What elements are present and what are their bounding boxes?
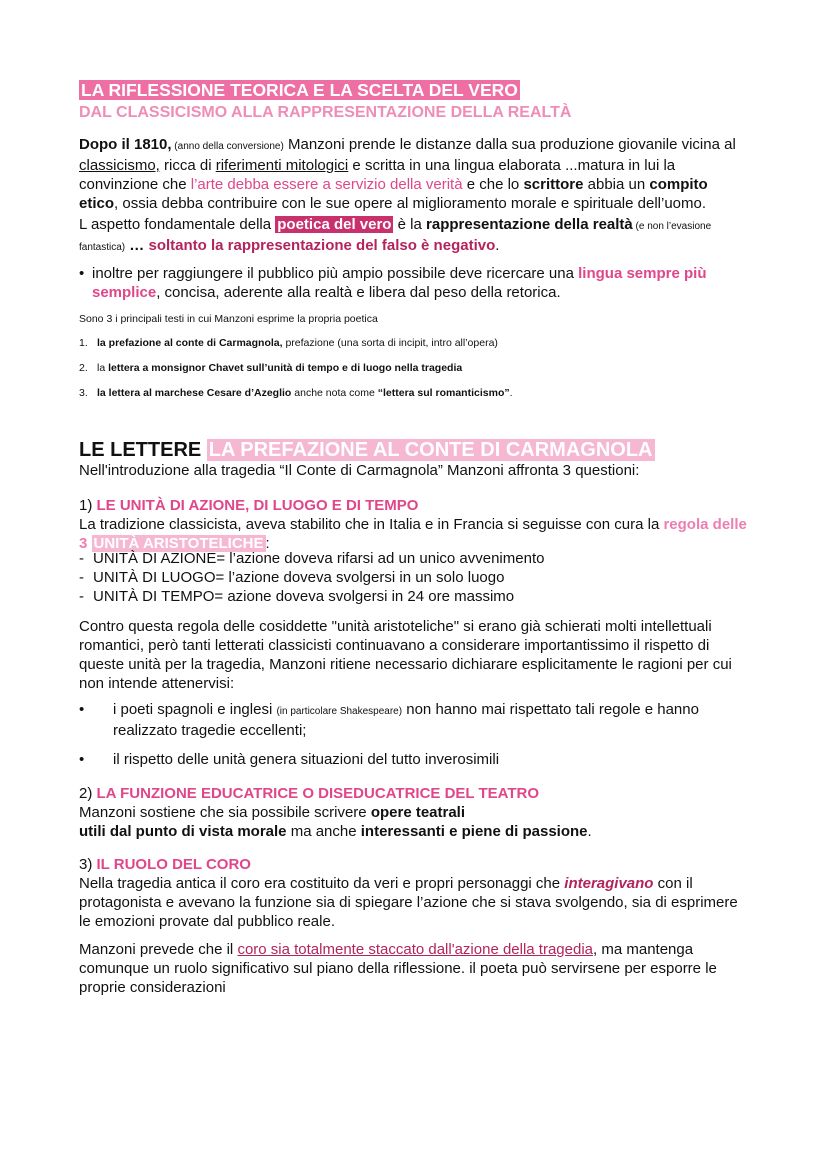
q3-paragraph: Nella tragedia antica il coro era costituito da veri e propri personaggi che interagivano con il protagonista e avevano la funzione sia di spiegare l’azione che si stava svolgendo, sia di esprimere le emozioni provate dal pubblico reale. xyxy=(79,875,738,930)
unity-item: - UNITÀ DI AZIONE= l’azione doveva rifarsi ad un unico avvenimento xyxy=(79,550,545,567)
bullet-lingua: • inoltre per raggiungere il pubblico più ampio possibile deve ricercare una lingua sempre più semplice, concisa, aderente alla realtà e libera dal peso della retorica. xyxy=(79,265,707,301)
q1-paragraph: La tradizione classicista, aveva stabilito che in Italia e in Francia si seguisse con cura la regola delle 3 UNITÀ ARISTOTELICHE : xyxy=(79,516,747,552)
bullet-marker: • xyxy=(79,751,85,768)
reason-1: • i poeti spagnoli e inglesi (in particolare Shakespeare) non hanno mai rispettato tali regole e hanno realizzato tragedie eccellenti; xyxy=(79,701,699,739)
q3-heading: 3) IL RUOLO DEL CORO xyxy=(79,856,251,873)
q1-heading: 1) LE UNITÀ DI AZIONE, DI LUOGO E DI TEMPO xyxy=(79,497,419,514)
q2-heading: 2) LA FUNZIONE EDUCATRICE O DISEDUCATRICE DEL TEATRO xyxy=(79,785,540,802)
q2-paragraph: Manzoni sostiene che sia possibile scrivere opere teatrali utili dal punto di vista morale ma anche interessanti e piene di passione. xyxy=(79,804,592,840)
bullet-marker: • xyxy=(79,701,85,718)
bullet-marker: • xyxy=(79,265,85,282)
text-item-2: 2. la lettera a monsignor Chavet sull’unità di tempo e di luogo nella tragedia xyxy=(79,362,463,374)
q1-contro-paragraph: Contro questa regola delle cosiddette "unità aristoteliche" si erano già schierati molti intellettuali romantici, però tanti letterati classicisti continuavano a considerare importantissimo il rispetto di queste unità per la tragedia, Manzoni ritiene necessario dichiarare esplicitamente le ragioni per cui non intende attenervisi: xyxy=(79,618,732,692)
title-highlight: LA RIFLESSIONE TEORICA E LA SCELTA DEL VERO xyxy=(81,80,518,100)
section-title xyxy=(79,80,520,101)
section-2-title: LE LETTERE LA PREFAZIONE AL CONTE DI CARMAGNOLA xyxy=(79,439,653,461)
poetica-paragraph: L aspetto fondamentale della poetica del vero è la rappresentazione della realtà (e non l’evasione fantastica) … soltanto la rappresentazione del falso è negativo. xyxy=(79,216,712,254)
unity-item: - UNITÀ DI TEMPO= azione doveva svolgersi in 24 ore massimo xyxy=(79,588,515,605)
q1-unity-list xyxy=(79,549,751,606)
intro-paragraph: Dopo il 1810, (anno della conversione) Manzoni prende le distanze dalla sua produzione giovanile vicina al classicismo, ricca di riferimenti mitologici e scritta in una lingua elaborata ...matura in lui la convinzione che l’arte debba essere a servizio della verità e che lo scrittore abbia un compito etico, ossia debba contribuire con le sue opere al miglioramento morale e spirituale dell’uomo. xyxy=(79,136,736,212)
unity-item: - UNITÀ DI LUOGO= l’azione doveva svolgersi in un solo luogo xyxy=(79,569,505,586)
reason-2: • il rispetto delle unità genera situazioni del tutto inverosimili xyxy=(79,751,500,768)
section-2-intro: Nell'introduzione alla tragedia “Il Conte di Carmagnola” Manzoni affronta 3 questioni: xyxy=(79,462,640,479)
text-item-3: 3. la lettera al marchese Cesare d’Azeglio anche nota come “lettera sul romanticismo”. xyxy=(79,387,513,399)
section-subtitle: DAL CLASSICISMO ALLA RAPPRESENTAZIONE DELLA REALTÀ xyxy=(79,104,572,121)
q3-paragraph-2: Manzoni prevede che il coro sia totalmente staccato dall'azione della tragedia, ma mantenga comunque un ruolo significativo sul piano della riflessione. il poeta può servirsene per esporre le proprie considerazioni xyxy=(79,941,717,996)
text-item-1: 1. la prefazione al conte di Carmagnola, prefazione (una sorta di incipit, intro all’opera) xyxy=(79,337,498,349)
texts-intro: Sono 3 i principali testi in cui Manzoni esprime la propria poetica xyxy=(79,313,378,325)
